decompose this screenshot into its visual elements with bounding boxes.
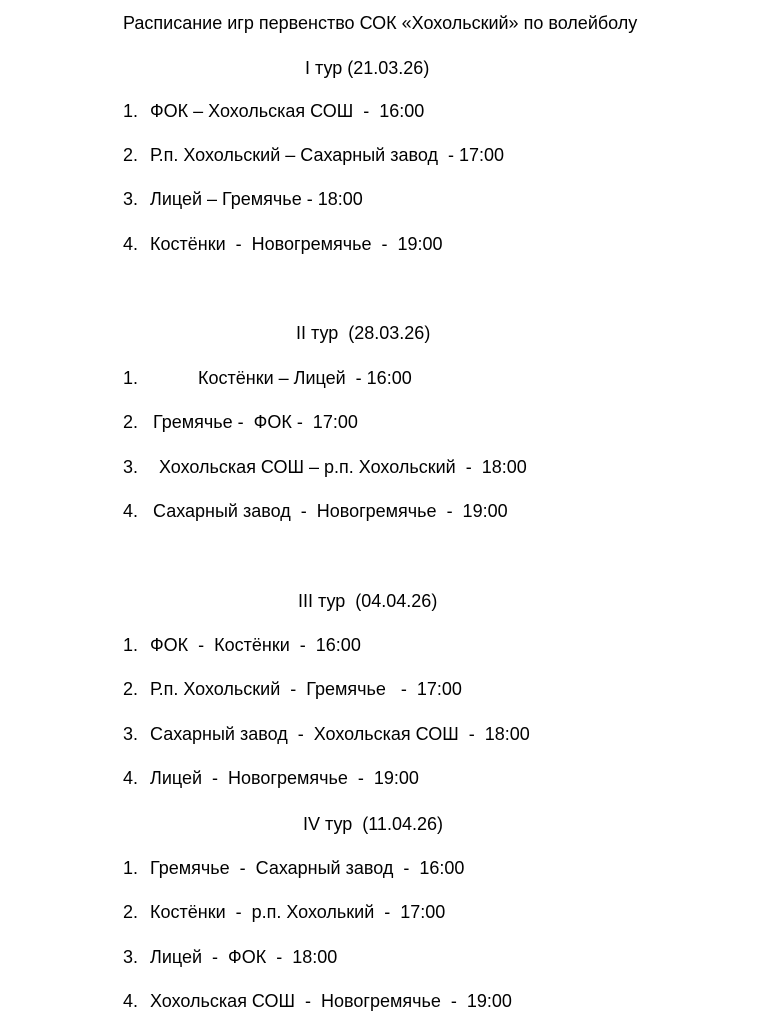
game-number: 3.	[123, 189, 139, 209]
game-text: ФОК - Костёнки - 16:00	[150, 635, 361, 655]
game-number: 1.	[123, 858, 139, 878]
game-number: 4.	[123, 501, 139, 521]
round-2-game-4	[123, 498, 508, 524]
document-title: Расписание игр первенство СОК «Хохольский» по волейболу	[123, 13, 638, 33]
game-text: Лицей – Гремячье - 18:00	[150, 189, 363, 209]
game-text: Хохольская СОШ - Новогремячье - 19:00	[150, 991, 512, 1011]
game-number: 3.	[123, 724, 139, 744]
round-1-game-2	[123, 142, 504, 168]
round-2-game-3	[123, 454, 527, 480]
round-1-game-1	[123, 98, 424, 124]
round-4-game-1	[123, 855, 464, 881]
game-text: Костёнки - р.п. Хохолький - 17:00	[150, 902, 446, 922]
round-4-game-4	[123, 988, 512, 1014]
round-4-game-3	[123, 944, 337, 970]
round-1-game-3	[123, 186, 363, 212]
game-text: Лицей - ФОК - 18:00	[150, 947, 338, 967]
game-text: Костёнки - Новогремячье - 19:00	[150, 234, 443, 254]
round-3-game-4	[123, 765, 419, 791]
game-number: 1.	[123, 635, 139, 655]
round-3-game-2	[123, 676, 462, 702]
round-1-heading: I тур (21.03.26)	[305, 58, 430, 78]
round-1-game-4	[123, 231, 443, 257]
round-2-game-2	[123, 409, 358, 435]
game-number: 4.	[123, 991, 139, 1011]
game-number: 1.	[123, 101, 139, 121]
game-text: Костёнки – Лицей - 16:00	[198, 368, 412, 388]
game-number: 3.	[123, 947, 139, 967]
game-text: Гремячье - ФОК - 17:00	[153, 412, 358, 432]
game-number: 2.	[123, 902, 139, 922]
game-number: 2.	[123, 679, 139, 699]
game-text: Гремячье - Сахарный завод - 16:00	[150, 858, 465, 878]
game-text: Лицей - Новогремячье - 19:00	[150, 768, 419, 788]
round-3-game-3	[123, 721, 530, 747]
game-number: 4.	[123, 234, 139, 254]
game-number: 1.	[123, 368, 139, 388]
game-number: 2.	[123, 412, 139, 432]
round-3-game-1	[123, 632, 361, 658]
game-text: Р.п. Хохольский - Гремячье - 17:00	[150, 679, 462, 699]
round-4-game-2	[123, 899, 445, 925]
game-text: Сахарный завод - Новогремячье - 19:00	[153, 501, 508, 521]
round-2-heading: II тур (28.03.26)	[296, 323, 431, 343]
game-number: 4.	[123, 768, 139, 788]
game-number: 2.	[123, 145, 139, 165]
game-number: 3.	[123, 457, 139, 477]
game-text: Сахарный завод - Хохольская СОШ - 18:00	[150, 724, 530, 744]
game-text: Р.п. Хохольский – Сахарный завод - 17:00	[150, 145, 505, 165]
game-text: ФОК – Хохольская СОШ - 16:00	[150, 101, 425, 121]
round-3-heading: III тур (04.04.26)	[298, 591, 438, 611]
round-4-heading: IV тур (11.04.26)	[303, 814, 443, 834]
round-2-game-1	[123, 365, 412, 391]
game-text: Хохольская СОШ – р.п. Хохольский - 18:00	[159, 457, 527, 477]
